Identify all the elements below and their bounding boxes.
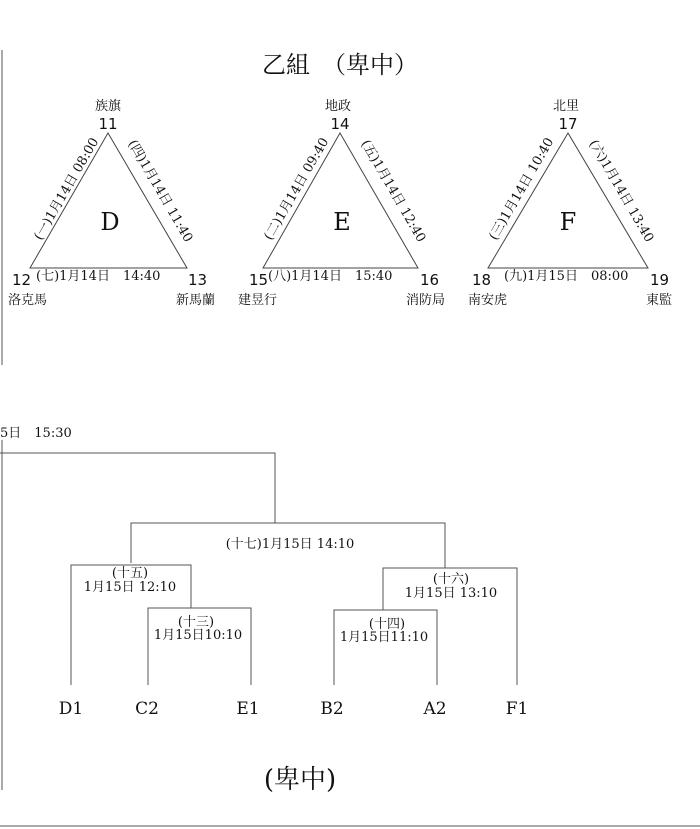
group-f-left-num: 18 [472,271,492,289]
group-d-left-edge: (一)1月14日 08:00 [31,135,103,243]
group-e-top-num: 14 [330,115,350,133]
group-d-bottom-edge: (七)1月14日 14:40 [36,269,161,284]
group-f-top-team: 北里 [552,99,580,114]
seed-b2: B2 [320,699,344,719]
group-f-right-team: 東監 [646,293,673,308]
group-d-top-num: 11 [98,115,118,133]
group-d-right-team: 新馬蘭 [176,293,216,308]
match-14-time: 1月15日11:10 [339,630,429,645]
footer-venue: (卑中) [263,765,337,795]
group-d-right-edge: (四)1月14日 11:40 [124,137,196,246]
group-e-top-team: 地政 [324,99,352,114]
group-f [468,99,672,308]
group-f-bottom-edge: (九)1月15日 08:00 [504,269,629,284]
match-13-number: (十三) [177,615,215,630]
seed-d1: D1 [58,699,84,719]
page-title: 乙組 （卑中） [262,51,418,79]
group-d-top-team: 族旗 [94,99,122,114]
seed-f1: F1 [505,699,529,719]
group-f-letter: F [559,208,577,236]
group-f-right-num: 19 [650,271,670,289]
seed-e1: E1 [236,699,260,719]
match-14-number: (十四) [368,617,406,632]
seed-c2: C2 [135,699,159,719]
group-d-left-team: 洛克馬 [8,293,48,308]
match-15-number: (十五) [111,566,149,581]
group-f-left-team: 南安虎 [468,293,508,308]
final-connector [0,453,275,523]
final-match-label: 5日 15:30 [0,426,72,441]
match-16-number: (十六) [432,572,470,587]
group-e-right-num: 16 [420,271,440,289]
group-e-bottom-edge: (八)1月14日 15:40 [268,269,393,284]
group-e-left-num: 15 [249,271,269,289]
match-13-time: 1月15日10:10 [153,628,243,643]
group-e-letter: E [333,208,351,236]
group-d-right-num: 13 [188,271,208,289]
group-e [238,98,445,308]
bracket [0,426,528,719]
match-17-label: (十七)1月15日 14:10 [225,537,355,552]
match-16-time: 1月15日 13:10 [404,586,498,601]
group-d [8,99,215,308]
group-d-letter: D [100,208,120,236]
group-f-top-num: 17 [558,115,578,133]
group-e-right-team: 消防局 [406,293,446,308]
group-d-left-num: 12 [12,271,32,289]
group-e-left-edge: (二)1月14日 09:40 [261,135,333,243]
seed-a2: A2 [423,699,447,719]
match-15-time: 1月15日 12:10 [83,580,177,595]
group-f-right-edge: (六)1月14日 13:40 [585,137,657,246]
group-f-left-edge: (三)1月14日 10:40 [486,135,558,243]
group-e-right-edge: (五)1月14日 12:40 [357,137,429,246]
group-e-left-team: 建昱行 [238,293,278,308]
